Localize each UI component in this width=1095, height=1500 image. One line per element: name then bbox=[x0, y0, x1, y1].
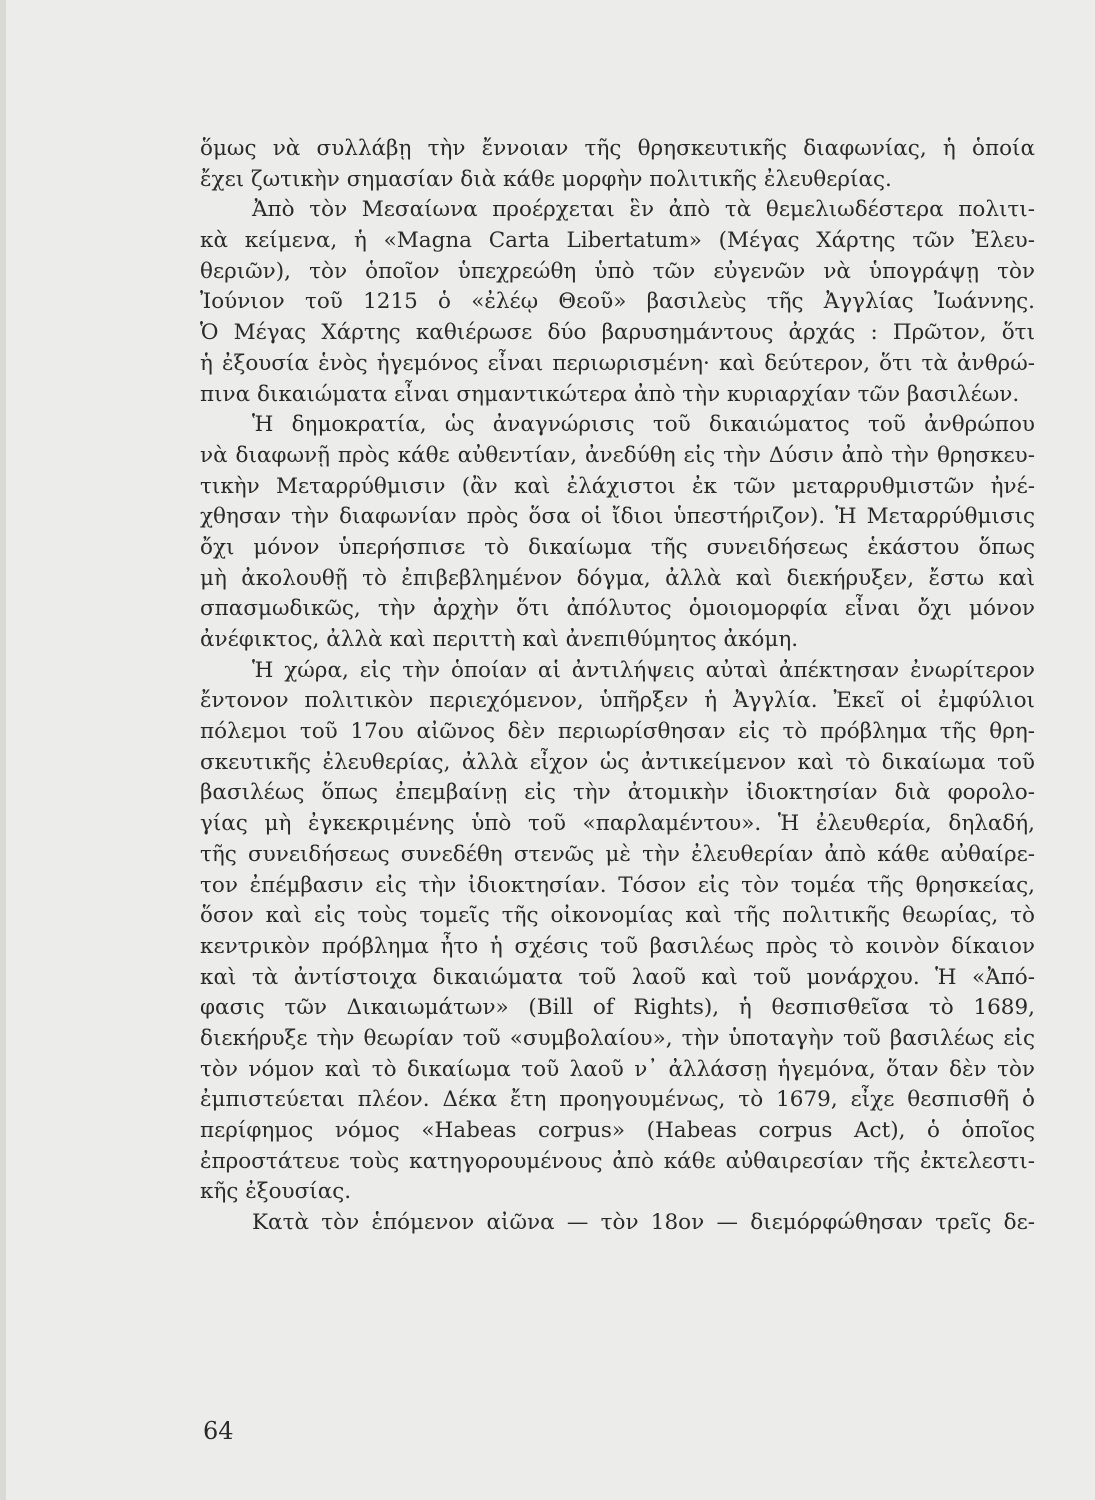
text-line: χθησαν τὴν διαφωνίαν πρὸς ὅσα οἱ ἴδιοι ὑπεστήριζον). Ἡ Μεταρρύθμισις bbox=[200, 504, 1035, 530]
page-number: 64 bbox=[203, 1417, 234, 1445]
text-line: πόλεμοι τοῦ 17ου αἰῶνος δὲν περιωρίσθησαν εἰς τὸ πρόβλημα τῆς θρη- bbox=[200, 719, 1035, 745]
text-line: φασις τῶν Δικαιωμάτων» (Bill of Rights), ἡ θεσπισθεῖσα τὸ 1689, bbox=[200, 995, 1035, 1021]
text-line: Ἀπὸ τὸν Μεσαίωνα προέρχεται ἓν ἀπὸ τὰ θεμελιωδέστερα πολιτι- bbox=[252, 197, 1035, 223]
text-line: τον ἐπέμβασιν εἰς τὴν ἰδιοκτησίαν. Τόσον εἰς τὸν τομέα τῆς θρησκείας, bbox=[200, 872, 1035, 898]
text-line: Ἡ δημοκρατία, ὡς ἀναγνώρισις τοῦ δικαιώματος τοῦ ἀνθρώπου bbox=[252, 412, 1035, 438]
text-line: ἀνέφικτος, ἀλλὰ καὶ περιττὴ καὶ ἀνεπιθύμητος ἀκόμη. bbox=[200, 627, 799, 652]
text-line: ὅμως νὰ συλλάβῃ τὴν ἔννοιαν τῆς θρησκευτικῆς διαφωνίας, ἡ ὁποία bbox=[200, 136, 1035, 161]
text-line: καὶ τὰ ἀντίστοιχα δικαιώματα τοῦ λαοῦ καὶ τοῦ μονάρχου. Ἡ «Ἀπό- bbox=[200, 964, 1035, 990]
body-text bbox=[200, 134, 1035, 1239]
text-line: Ὁ Μέγας Χάρτης καθιέρωσε δύο βαρυσημάντους ἀρχάς : Πρῶτον, ὅτι bbox=[200, 320, 1035, 346]
text-line: κῆς ἐξουσίας. bbox=[200, 1179, 352, 1205]
text-line: τὸν νόμον καὶ τὸ δικαίωμα τοῦ λαοῦ ν᾽ ἀλλάσσῃ ἡγεμόνα, ὅταν δὲν τὸν bbox=[200, 1056, 1035, 1082]
text-line: Ἡ χώρα, εἰς τὴν ὁποίαν αἱ ἀντιλήψεις αὐταὶ ἀπέκτησαν ἐνωρίτερον bbox=[252, 657, 1035, 683]
text-line: διεκήρυξε τὴν θεωρίαν τοῦ «συμβολαίου», τὴν ὑποταγὴν τοῦ βασιλέως εἰς bbox=[200, 1025, 1035, 1051]
text-line: ὄχι μόνον ὑπερήσπισε τὸ δικαίωμα τῆς συνειδήσεως ἑκάστου ὅπως bbox=[200, 534, 1035, 560]
text-line: κὰ κείμενα, ἡ «Magna Carta Libertatum» (Μέγας Χάρτης τῶν Ἐλευ- bbox=[200, 228, 1035, 254]
text-line: ὅσον καὶ εἰς τοὺς τομεῖς τῆς οἰκονομίας καὶ τῆς πολιτικῆς θεωρίας, τὸ bbox=[200, 903, 1035, 929]
text-line: σπασμωδικῶς, τὴν ἀρχὴν ὅτι ἀπόλυτος ὁμοιομορφία εἶναι ὄχι μόνον bbox=[200, 596, 1035, 622]
text-line: σκευτικῆς ἐλευθερίας, ἀλλὰ εἶχον ὡς ἀντικείμενον καὶ τὸ δικαίωμα τοῦ bbox=[200, 749, 1035, 775]
text-line: πινα δικαιώματα εἶναι σημαντικώτερα ἀπὸ τὴν κυριαρχίαν τῶν βασιλέων. bbox=[200, 381, 1020, 407]
text-line: Κατὰ τὸν ἑπόμενον αἰῶνα — τὸν 18ον — διεμόρφώθησαν τρεῖς δε- bbox=[252, 1210, 1035, 1236]
text-line: μὴ ἀκολουθῇ τὸ ἐπιβεβλημένον δόγμα, ἀλλὰ καὶ διεκήρυξεν, ἔστω καὶ bbox=[200, 565, 1035, 591]
text-line: γίας μὴ ἐγκεκριμένης ὑπὸ τοῦ «παρλαμέντου». Ἡ ἐλευθερία, δηλαδή, bbox=[200, 811, 1035, 837]
page-edge bbox=[0, 0, 6, 1500]
text-line: ἔντονον πολιτικὸν περιεχόμενον, ὑπῆρξεν ἡ Ἀγγλία. Ἐκεῖ οἱ ἐμφύλιοι bbox=[200, 688, 1035, 714]
text-line: περίφημος νόμος «Habeas corpus» (Habeas corpus Act), ὁ ὁποῖος bbox=[200, 1118, 1035, 1143]
text-line: ἔχει ζωτικὴν σημασίαν διὰ κάθε μορφὴν πολιτικῆς ἐλευθερίας. bbox=[200, 166, 892, 192]
text-line: κεντρικὸν πρόβλημα ἦτο ἡ σχέσις τοῦ βασιλέως πρὸς τὸ κοινὸν δίκαιον bbox=[200, 933, 1035, 959]
text-line: τικὴν Μεταρρύθμισιν (ἂν καὶ ἐλάχιστοι ἐκ τῶν μεταρρυθμιστῶν ἠνέ- bbox=[200, 473, 1035, 499]
text-line: νὰ διαφωνῇ πρὸς κάθε αὐθεντίαν, ἀνεδύθη εἰς τὴν Δύσιν ἀπὸ τὴν θρησκευ- bbox=[200, 442, 1035, 468]
text-line: βασιλέως ὅπως ἐπεμβαίνῃ εἰς τὴν ἀτομικὴν ἰδιοκτησίαν διὰ φορολο- bbox=[200, 780, 1035, 806]
text-line: τῆς συνειδήσεως συνεδέθη στενῶς μὲ τὴν ἐλευθερίαν ἀπὸ κάθε αὐθαίρε- bbox=[200, 841, 1035, 867]
text-line: ἐπροστάτευε τοὺς κατηγορουμένους ἀπὸ κάθε αὐθαιρεσίαν τῆς ἐκτελεστι- bbox=[200, 1148, 1035, 1174]
text-line: θεριῶν), τὸν ὁποῖον ὑπεχρεώθη ὑπὸ τῶν εὐγενῶν νὰ ὑπογράψῃ τὸν bbox=[200, 258, 1035, 284]
text-line: ἐμπιστεύεται πλέον. Δέκα ἔτη προηγουμένως, τὸ 1679, εἶχε θεσπισθῆ ὁ bbox=[200, 1087, 1035, 1113]
text-line: Ἰούνιον τοῦ 1215 ὁ «ἐλέῳ Θεοῦ» βασιλεὺς τῆς Ἀγγλίας Ἰωάννης. bbox=[200, 289, 1035, 315]
text-line: ἡ ἐξουσία ἑνὸς ἡγεμόνος εἶναι περιωρισμένη· καὶ δεύτερον, ὅτι τὰ ἀνθρώ- bbox=[200, 350, 1035, 376]
